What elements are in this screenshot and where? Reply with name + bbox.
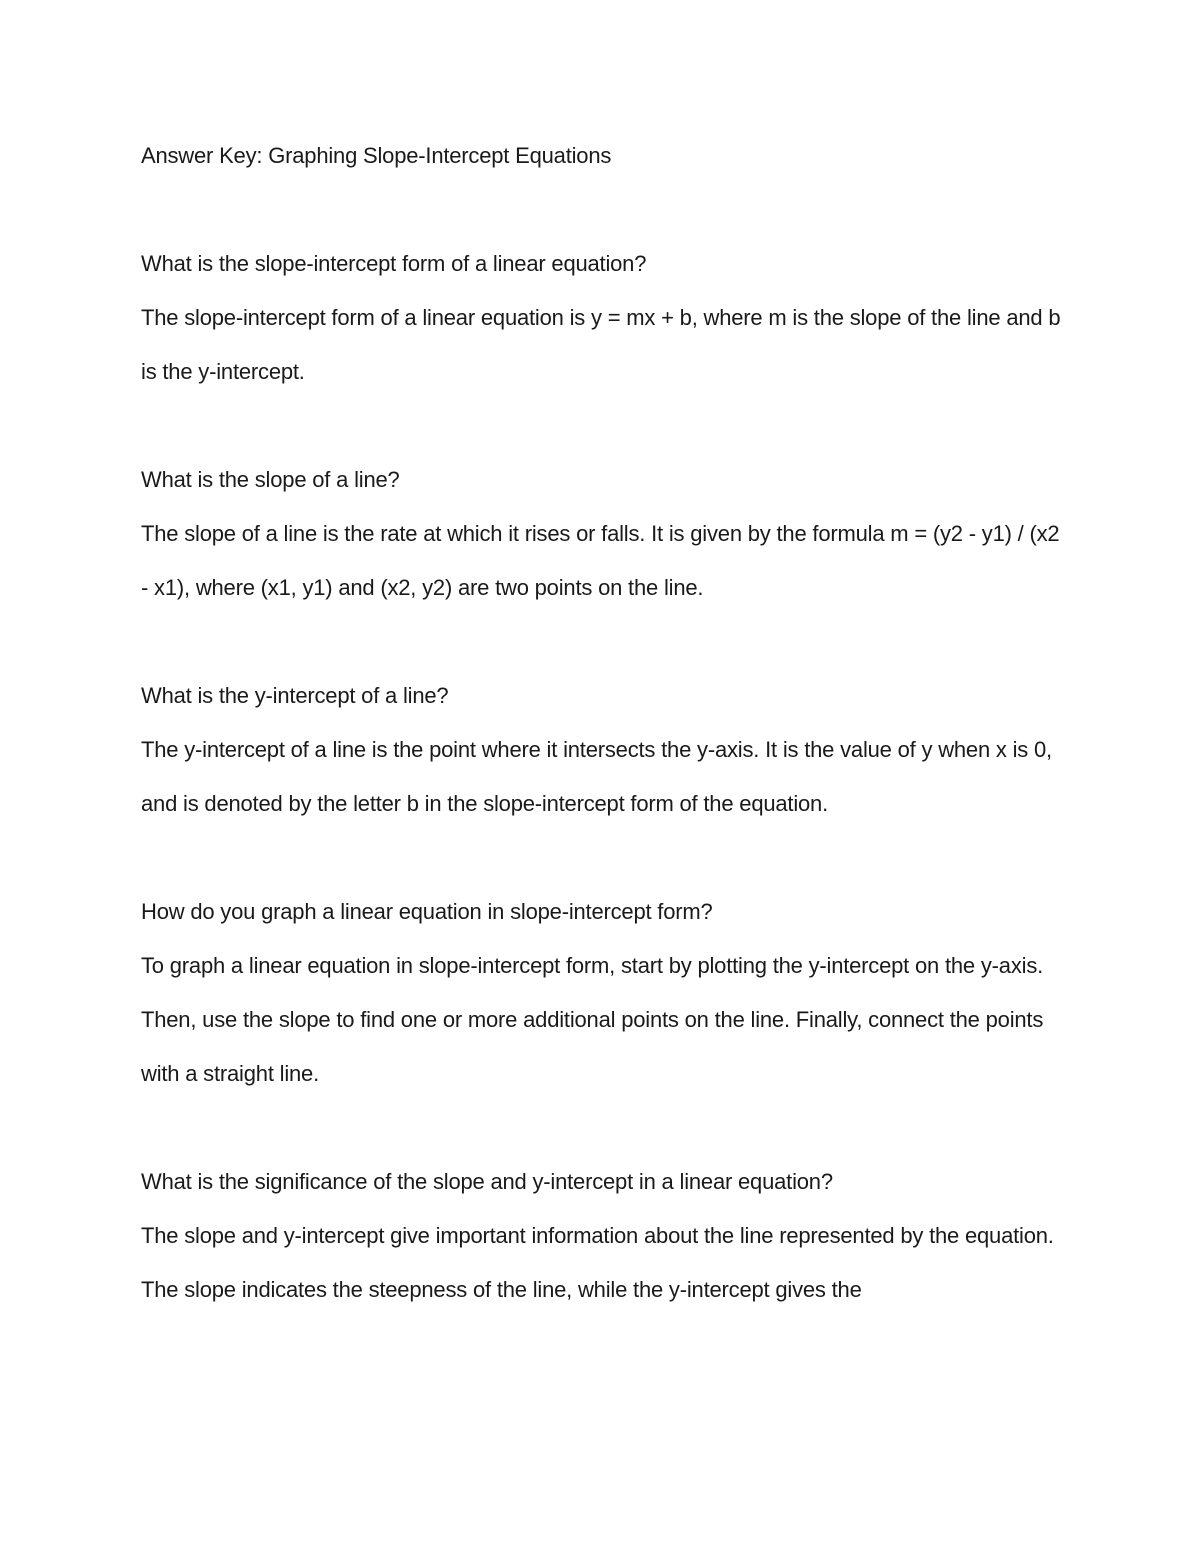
document-body	[141, 129, 1071, 1371]
qa-section	[141, 237, 1071, 399]
qa-section	[141, 885, 1071, 1101]
qa-section	[141, 1155, 1071, 1317]
answer-text: The slope and y-intercept give important information about the line represented by the equation. The slope indicates the steepness of the line, while the y-intercept gives the	[141, 1223, 1054, 1302]
question-text: How do you graph a linear equation in slope-intercept form?	[141, 899, 713, 924]
answer-text: The y-intercept of a line is the point where it intersects the y-axis. It is the value of y when x is 0, and is denoted by the letter b in the slope-intercept form of the equation.	[141, 737, 1052, 816]
qa-section	[141, 669, 1071, 831]
answer-text: The slope of a line is the rate at which it rises or falls. It is given by the formula m = (y2 - y1) / (x2 - x1), where (x1, y1) and (x2, y2) are two points on the line.	[141, 521, 1060, 600]
answer-text: The slope-intercept form of a linear equation is y = mx + b, where m is the slope of the line and b is the y-intercept.	[141, 305, 1061, 384]
qa-section	[141, 453, 1071, 615]
question-text: What is the slope of a line?	[141, 467, 400, 492]
question-text: What is the slope-intercept form of a linear equation?	[141, 251, 647, 276]
question-text: What is the y-intercept of a line?	[141, 683, 449, 708]
answer-text: To graph a linear equation in slope-intercept form, start by plotting the y-intercept on the y-axis. Then, use the slope to find one or more additional points on the line. Finally, connect the points with a straight line.	[141, 953, 1044, 1086]
document-title: Answer Key: Graphing Slope-Intercept Equations	[141, 143, 612, 168]
question-text: What is the significance of the slope and y-intercept in a linear equation?	[141, 1169, 833, 1194]
